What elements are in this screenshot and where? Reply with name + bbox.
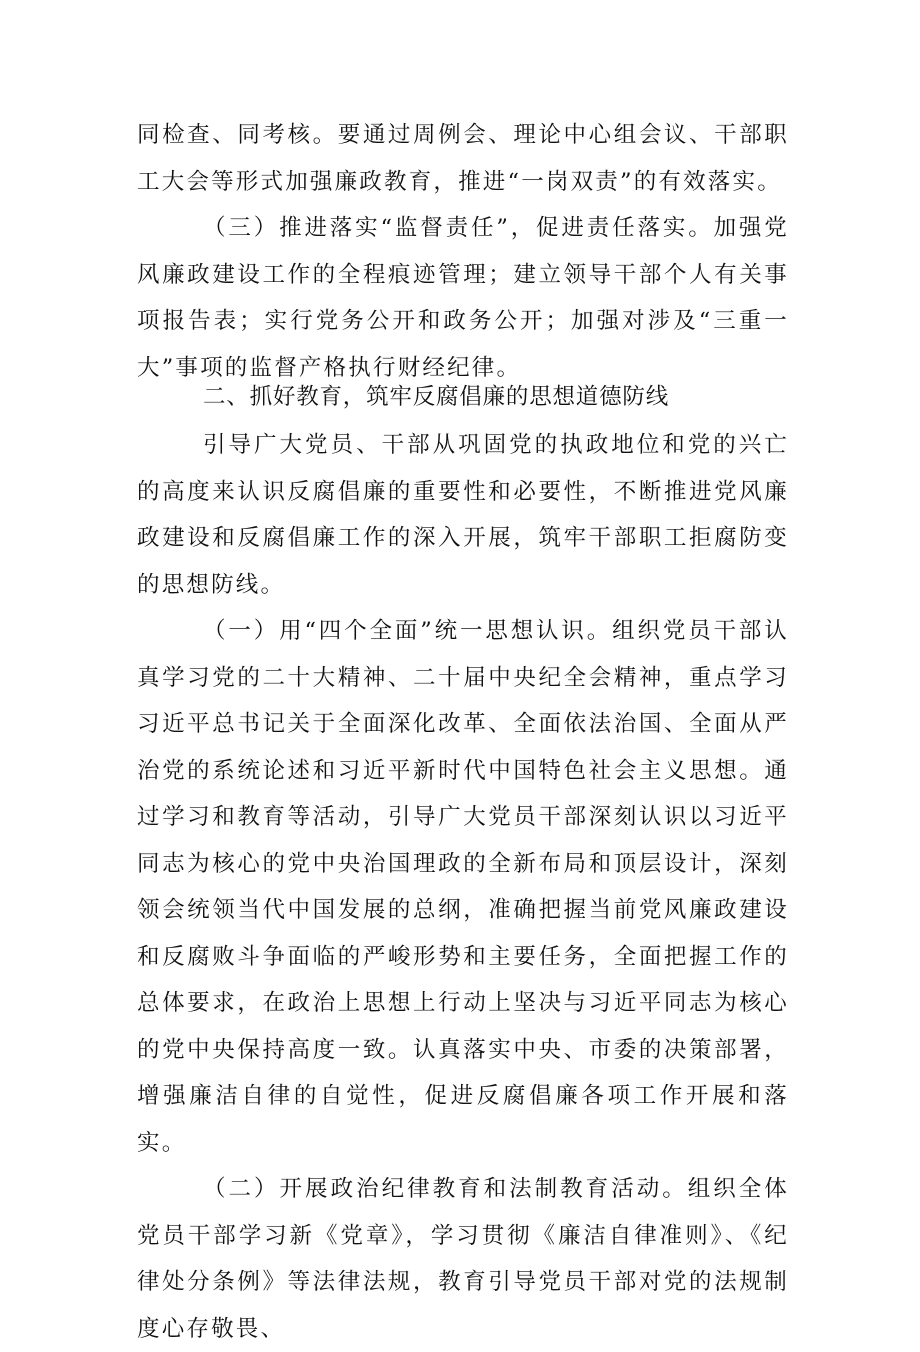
paragraph-group-bottom: [137, 422, 789, 1352]
paragraph-group-top: [137, 112, 789, 391]
paragraph-intro-2: 引导广大党员、干部从巩固党的执政地位和党的兴亡的高度来认识反腐倡廉的重要性和必要性，不断推进党风廉政建设和反腐倡廉工作的深入开展，筑牢干部职工拒腐防变的思想防线。: [137, 432, 789, 598]
paragraph-section-2-2: （二）开展政治纪律教育和法制教育活动。组织全体党员干部学习新《党章》，学习贯彻《廉洁自律准则》、《纪律处分条例》等法律法规，教育引导党员干部对党的法规制度心存敬畏、: [137, 1176, 789, 1342]
paragraph-section-2-1: （一）用“四个全面”统一思想认识。组织党员干部认真学习党的二十大精神、二十届中央纪全会精神，重点学习习近平总书记关于全面深化改革、全面依法治国、全面从严治党的系统论述和习近平新时代中国特色社会主义思想。通过学习和教育等活动，引导广大党员干部深刻认识以习近平同志为核心的党中央治国理政的全新布局和顶层设计，深刻领会统领当代中国发展的总纲，准确把握当前党风廉政建设和反腐败斗争面临的严峻形势和主要任务，全面把握工作的总体要求，在政治上思想上行动上坚决与习近平同志为核心的党中央保持高度一致。认真落实中央、市委的决策部署，增强廉洁自律的自觉性，促进反腐倡廉各项工作开展和落实。: [137, 618, 789, 1156]
paragraph-section-1-3: （三）推进落实“监督责任”，促进责任落实。加强党风廉政建设工作的全程痕迹管理；建立领导干部个人有关事项报告表；实行党务公开和政务公开；加强对涉及“三重一大”事项的监督产格执行财经纪律。: [137, 215, 789, 381]
paragraph-continuation: 同检查、同考核。要通过周例会、理论中心组会议、干部职工大会等形式加强廉政教育，推进“一岗双责”的有效落实。: [137, 122, 789, 195]
section-heading-2: 二、抓好教育，筑牢反腐倡廉的思想道德防线: [203, 384, 670, 410]
